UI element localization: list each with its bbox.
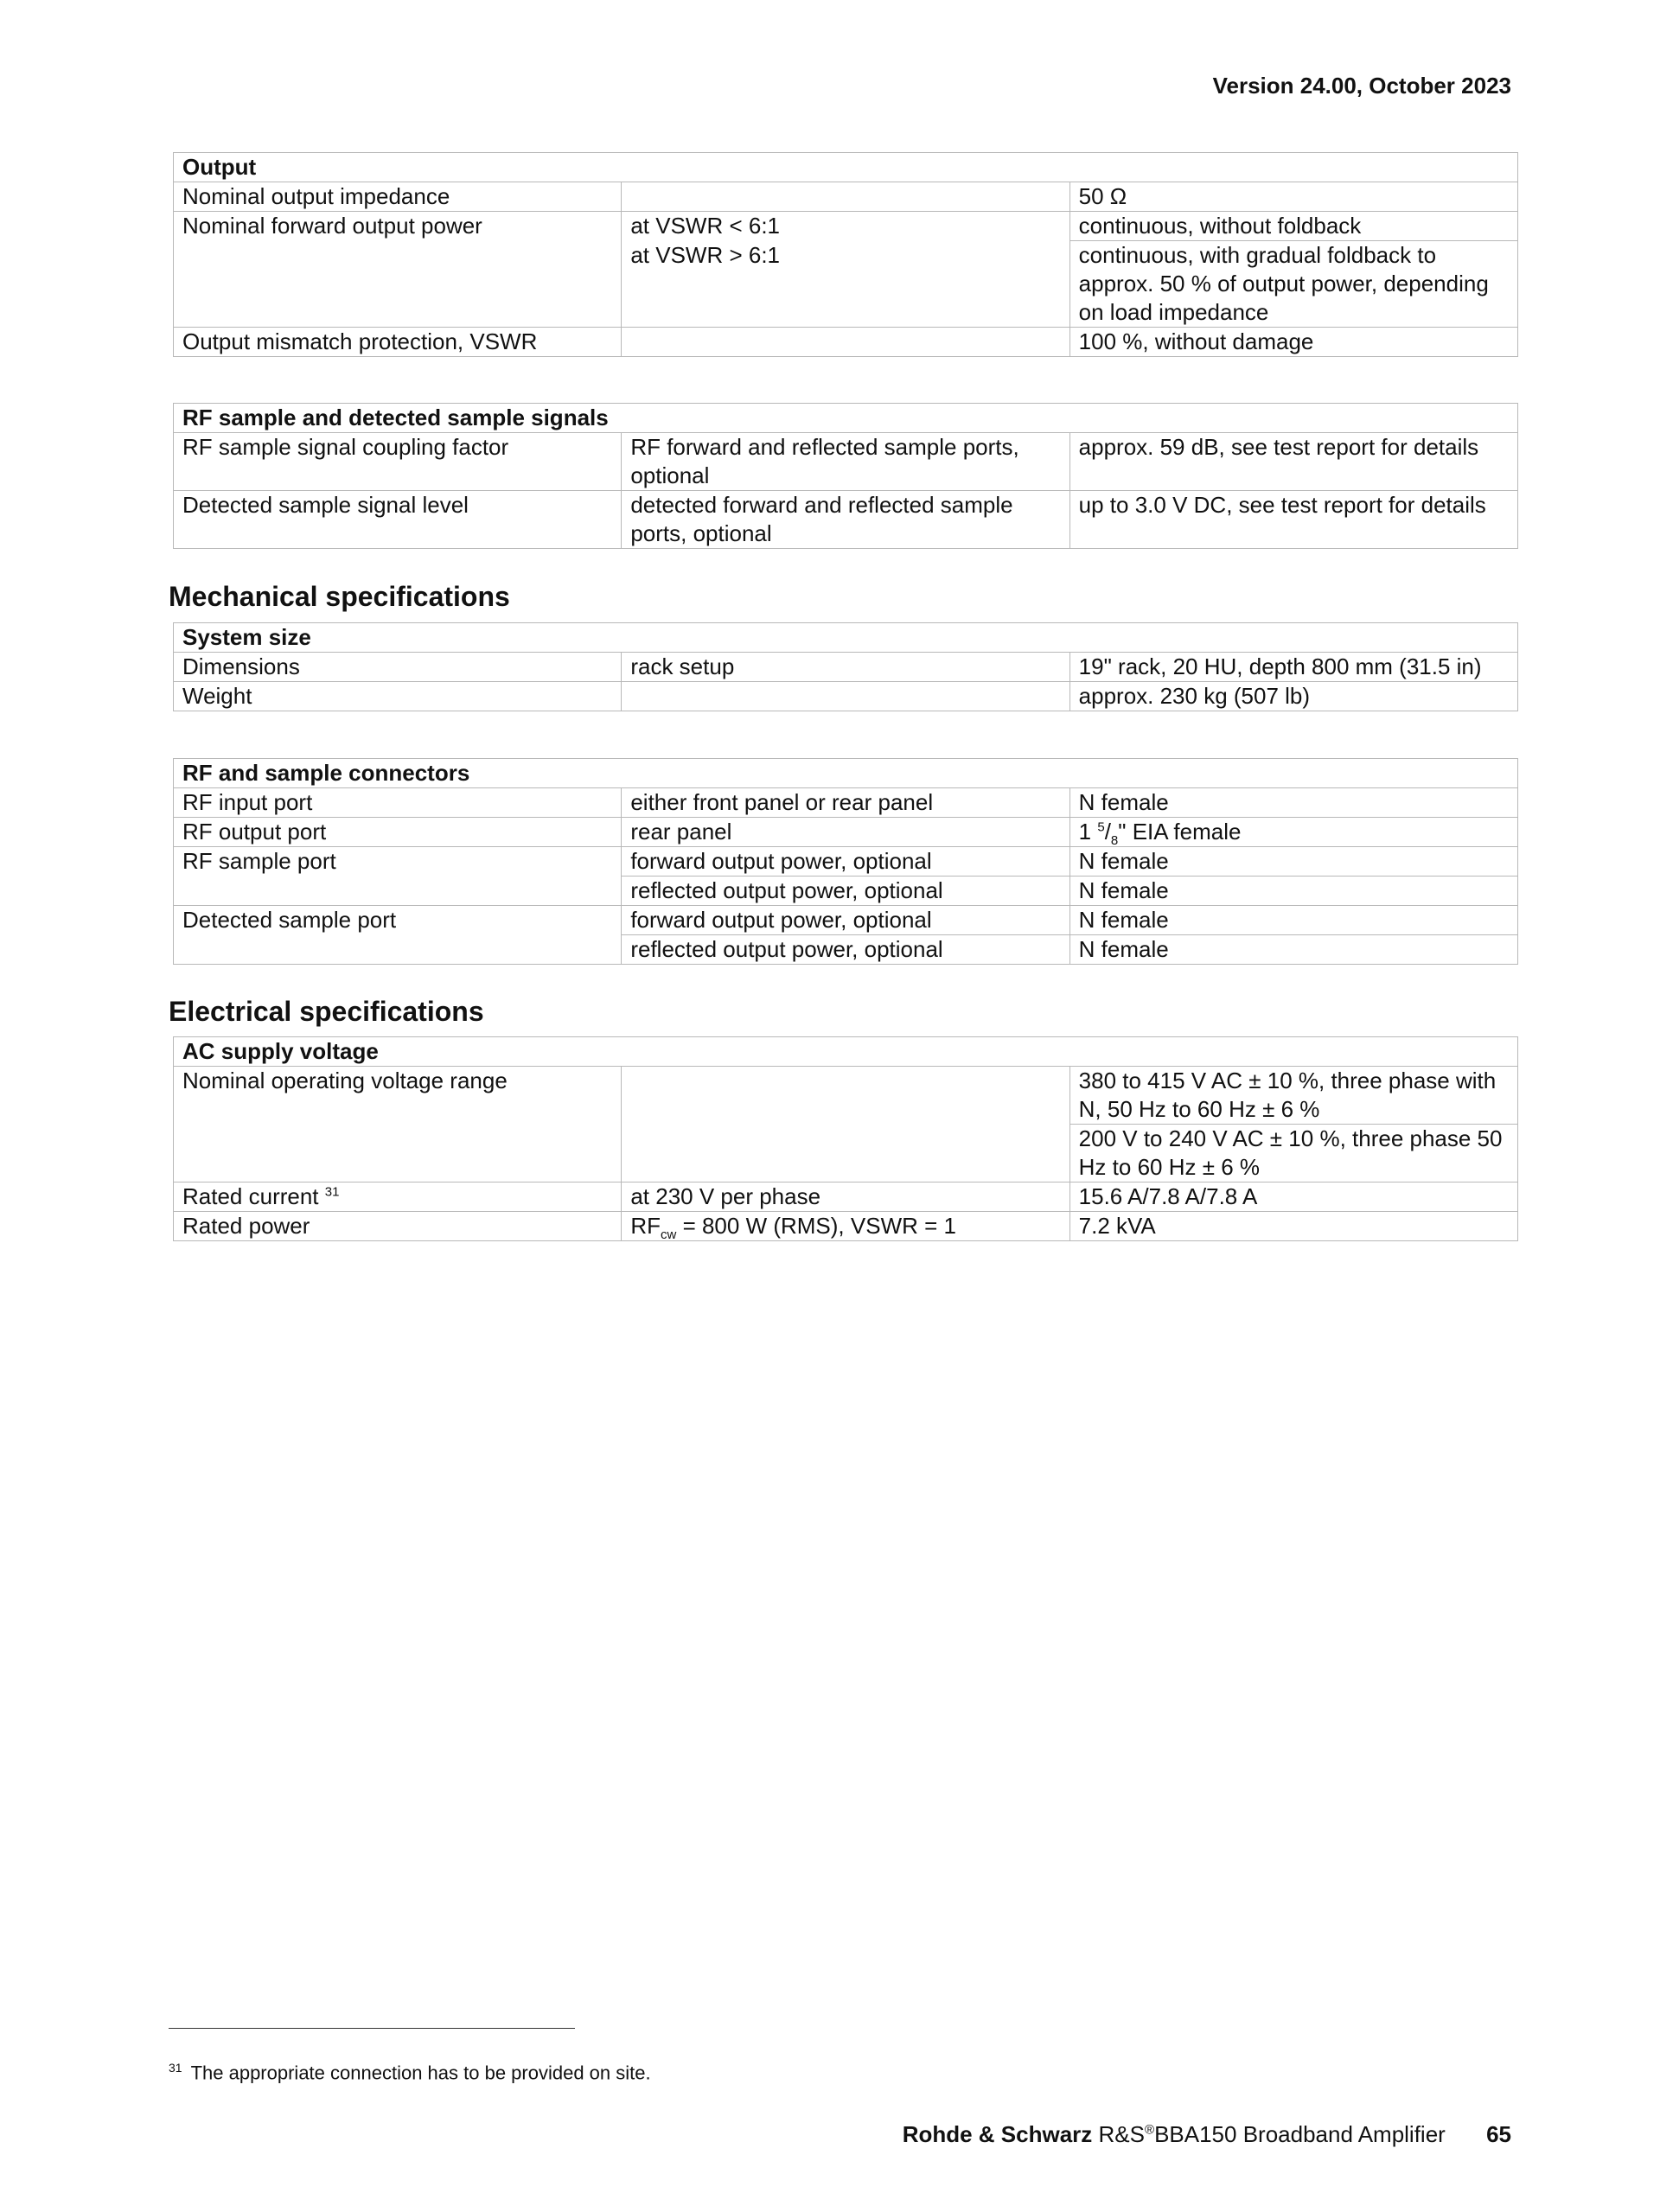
mismatch-value: 100 %, without damage: [1069, 328, 1517, 357]
registered-mark: ®: [1145, 2122, 1155, 2138]
rated-current-value: 15.6 A/7.8 A/7.8 A: [1069, 1182, 1517, 1212]
voltage-condition: [622, 1067, 1069, 1182]
rf-sample-condition-1: forward output power, optional: [622, 847, 1069, 877]
impedance-label: Nominal output impedance: [174, 182, 622, 212]
detected-port-value-2: N female: [1069, 935, 1517, 965]
weight-value: approx. 230 kg (507 lb): [1069, 682, 1517, 711]
rf-input-value: N female: [1069, 788, 1517, 818]
rated-power-condition: [622, 1212, 1069, 1241]
rated-power-label: Rated power: [174, 1212, 622, 1241]
electrical-heading: Electrical specifications: [169, 996, 484, 1027]
coupling-label: RF sample signal coupling factor: [174, 433, 622, 491]
page-number: 65: [1486, 2121, 1511, 2147]
rf-output-label: RF output port: [174, 818, 622, 847]
detected-label: Detected sample signal level: [174, 491, 622, 549]
rf-output-denominator: 8: [1110, 833, 1119, 849]
cw-subscript: cw: [661, 1227, 677, 1243]
mechanical-heading: Mechanical specifications: [169, 581, 510, 612]
rf-output-slash: /: [1104, 819, 1111, 845]
output-table: [173, 152, 1518, 357]
dimensions-condition: rack setup: [622, 653, 1069, 682]
rf-output-numerator: 5: [1097, 819, 1105, 835]
system-size-table: [173, 622, 1518, 711]
voltage-value-2: 200 V to 240 V AC ± 10 %, three phase 50 Hz to 60 Hz ± 6 %: [1069, 1125, 1517, 1182]
rf-sample-value-2: N female: [1069, 877, 1517, 906]
impedance-condition: [622, 182, 1069, 212]
dimensions-value: 19" rack, 20 HU, depth 800 mm (31.5 in): [1069, 653, 1517, 682]
ac-supply-table: [173, 1036, 1518, 1241]
impedance-value: 50 Ω: [1069, 182, 1517, 212]
connectors-table: [173, 758, 1518, 965]
rf-output-prefix: 1: [1078, 819, 1098, 845]
rated-power-value: 7.2 kVA: [1069, 1212, 1517, 1241]
rated-power-condition-rest: = 800 W (RMS), VSWR = 1: [676, 1213, 956, 1239]
footnote-mark: 31: [169, 2061, 182, 2075]
fwd-power-condition-1: at VSWR < 6:1: [622, 212, 1069, 241]
system-size-title: System size: [174, 623, 1518, 653]
detected-port-condition-1: forward output power, optional: [622, 906, 1069, 935]
fwd-power-label: Nominal forward output power: [174, 212, 622, 328]
weight-label: Weight: [174, 682, 622, 711]
rf-sample-title: RF sample and detected sample signals: [174, 404, 1518, 433]
detected-port-condition-2: reflected output power, optional: [622, 935, 1069, 965]
voltage-label: Nominal operating voltage range: [174, 1067, 622, 1182]
ac-supply-title: AC supply voltage: [174, 1037, 1518, 1067]
rf-sample-condition-2: reflected output power, optional: [622, 877, 1069, 906]
footer-product: BBA150 Broadband Amplifier: [1154, 2121, 1446, 2147]
connectors-title: RF and sample connectors: [174, 759, 1518, 788]
footnote-text: The appropriate connection has to be provided on site.: [190, 2062, 651, 2084]
detected-condition: detected forward and reflected sample ports, optional: [622, 491, 1069, 549]
fwd-power-value-2: continuous, with gradual foldback to approx. 50 % of output power, depending on load impedance: [1069, 241, 1517, 328]
rf-output-condition: rear panel: [622, 818, 1069, 847]
footnote: [169, 2061, 651, 2084]
rf-output-suffix: " EIA female: [1118, 819, 1242, 845]
coupling-value: approx. 59 dB, see test report for details: [1069, 433, 1517, 491]
rf-sample-table: [173, 403, 1518, 549]
document-version: Version 24.00, October 2023: [1212, 73, 1511, 99]
rf-input-condition: either front panel or rear panel: [622, 788, 1069, 818]
rated-current-condition: at 230 V per phase: [622, 1182, 1069, 1212]
rf-input-label: RF input port: [174, 788, 622, 818]
fwd-power-value-1: continuous, without foldback: [1069, 212, 1517, 241]
rated-current-text: Rated current: [182, 1183, 319, 1209]
footer-product-prefix: R&S: [1098, 2121, 1145, 2147]
dimensions-label: Dimensions: [174, 653, 622, 682]
footer-brand: Rohde & Schwarz: [902, 2121, 1093, 2147]
detected-port-label: Detected sample port: [174, 906, 622, 965]
page-footer: [903, 2121, 1511, 2148]
rf-sample-port-label: RF sample port: [174, 847, 622, 906]
mismatch-label: Output mismatch protection, VSWR: [174, 328, 622, 357]
rf-symbol: RF: [630, 1213, 661, 1239]
footnote-ref: 31: [324, 1184, 340, 1200]
rf-output-value: [1069, 818, 1517, 847]
output-title: Output: [174, 153, 1518, 182]
coupling-condition: RF forward and reflected sample ports, optional: [622, 433, 1069, 491]
rf-sample-value-1: N female: [1069, 847, 1517, 877]
rated-current-label: [174, 1182, 622, 1212]
detected-port-value-1: N female: [1069, 906, 1517, 935]
mismatch-condition: [622, 328, 1069, 357]
voltage-value-1: 380 to 415 V AC ± 10 %, three phase with N, 50 Hz to 60 Hz ± 6 %: [1069, 1067, 1517, 1125]
footnote-divider: [169, 2028, 575, 2029]
weight-condition: [622, 682, 1069, 711]
detected-value: up to 3.0 V DC, see test report for details: [1069, 491, 1517, 549]
fwd-power-condition-2: at VSWR > 6:1: [622, 241, 1069, 328]
